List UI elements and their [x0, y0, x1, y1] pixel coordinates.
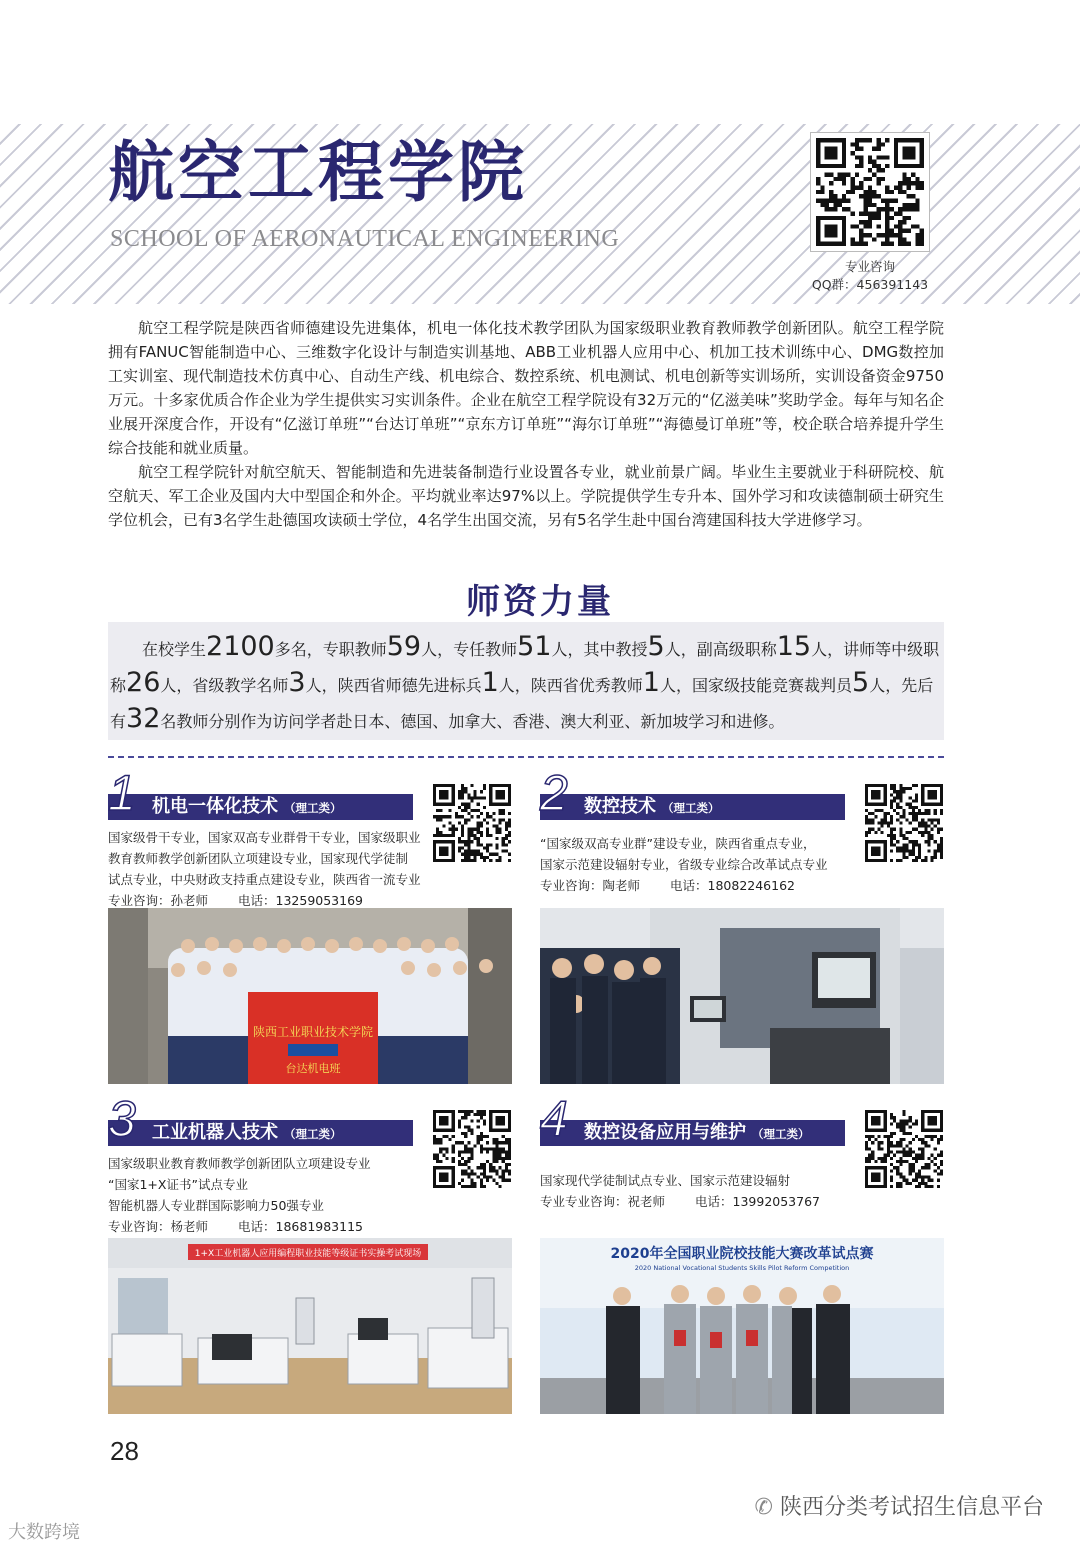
faculty-text: 人，副高级职称	[664, 640, 777, 659]
intro-paragraph-1: 航空工程学院是陕西省师德建设先进集体，机电一体化技术教学团队为国家级职业教育教师教学创新团队。航空工程学院拥有FANUC智能制造中心、三维数字化设计与制造实训基地、ABB工业机器人应用中心、机加工技术训练中心、DMG数控加工实训室、现代制造技术仿真中心、自动生产线、机电综合、数控系统、机电测试、机电创新等实训场所，实训设备资金9750万元。十多家优质合作企业为学生提供实习实训条件。企业在航空工程学院设有32万元的“亿滋美味”奖助学金。每年与知名企业展开深度合作，开设有“亿滋订单班”“台达订单班”“京东方订单班”“海尔订单班”“海德曼订单班”等，校企联合培养提升学生综合技能和就业质量。	[108, 319, 944, 457]
desc-line: 国家级骨干专业，国家双高专业群骨干专业，国家级职业	[108, 830, 421, 845]
faculty-text: 人，陕西省师德先进标兵	[305, 676, 482, 695]
faculty-number: 26	[126, 667, 161, 698]
major-number: 2	[540, 765, 568, 821]
wechat-name: 陕西分类考试招生信息平台	[779, 1495, 1044, 1520]
major-description	[108, 827, 433, 911]
faculty-text: 多名，专职教师	[274, 640, 387, 659]
contact-person: 专业咨询：孙老师	[108, 893, 209, 908]
major-title-bar	[540, 794, 845, 820]
qr-caption-line-2: QQ群：456391143	[811, 277, 929, 292]
faculty-text: 人，其中教授	[551, 640, 648, 659]
major-tag: （理工类）	[284, 801, 342, 815]
page-title: 航空工程学院	[108, 134, 528, 211]
contact-person: 专业咨询：陶老师	[540, 878, 641, 893]
contact-phone: 电话：13259053169	[238, 893, 363, 908]
major-tag: （理工类）	[662, 801, 720, 815]
major-qr-code	[865, 784, 943, 862]
faculty-number: 2100	[206, 631, 275, 662]
cnc-lab-photo	[540, 908, 944, 1084]
contact-person: 专业咨询：杨老师	[108, 1219, 209, 1234]
qr-code-main	[810, 132, 930, 252]
section-divider	[108, 756, 944, 758]
watermark: 大数跨境	[8, 1522, 80, 1543]
major-contact	[108, 1216, 433, 1237]
major-tag: （理工类）	[752, 1127, 810, 1141]
major-name: 工业机器人技术	[152, 1122, 278, 1143]
faculty-number: 5	[852, 667, 870, 698]
group-photo	[108, 908, 512, 1084]
desc-line: 国家级职业教育教师教学创新团队立项建设专业	[108, 1156, 371, 1171]
major-name: 数控设备应用与维护	[584, 1122, 746, 1143]
major-name: 数控技术	[584, 796, 656, 817]
faculty-number: 1	[642, 667, 660, 698]
banner-text: 1+X工业机器人应用编程职业技能等级证书实操考试现场	[194, 1249, 422, 1259]
faculty-number: 3	[288, 667, 306, 698]
major-title	[584, 794, 720, 821]
major-contact	[540, 1191, 865, 1212]
faculty-box	[108, 622, 944, 740]
faculty-text: 人，先后有	[110, 676, 934, 731]
page-number: 28	[110, 1436, 139, 1466]
contact-phone: 电话：13992053767	[695, 1194, 820, 1209]
faculty-text: 人，国家级技能竞赛裁判员	[659, 676, 852, 695]
qr-code-icon	[816, 138, 924, 246]
desc-line: 试点专业，中央财政支持重点建设专业，陕西省一流专业	[108, 872, 421, 887]
desc-line: 教育教师教学创新团队立项建设专业，国家现代学徒制	[108, 851, 409, 866]
qr-caption-line-1: 专业咨询	[844, 259, 895, 274]
qr-code-icon	[433, 1110, 511, 1188]
intro-paragraph-2: 航空工程学院针对航空航天、智能制造和先进装备制造行业设置各专业，就业前景广阔。毕业生主要就业于科研院校、航空航天、军工企业及国内大中型国企和外企。平均就业率达97%以上。学院提供学生专升本、国外学习和攻读德制硕士研究生学位机会，已有3名学生赴德国攻读硕士学位，4名学生出国交流，另有5名学生赴中国台湾建国科技大学进修学习。	[108, 463, 944, 529]
major-title	[152, 794, 342, 821]
faculty-number: 15	[776, 631, 812, 662]
major-tag: （理工类）	[284, 1127, 342, 1141]
desc-line: 智能机器人专业群国际影响力50强专业	[108, 1198, 324, 1213]
desc-line: “国家1+X证书”试点专业	[108, 1177, 248, 1192]
faculty-number: 5	[647, 631, 665, 662]
desc-line: 国家示范建设辐射专业，省级专业综合改革试点专业	[540, 857, 828, 872]
faculty-text: 名教师分别作为访问学者赴日本、德国、加拿大、香港、澳大利亚、新加坡学习和进修。	[160, 712, 785, 731]
robot-lab-photo	[108, 1238, 512, 1414]
major-qr-code	[433, 784, 511, 862]
faculty-text: 人，专任教师	[421, 640, 518, 659]
major-name: 机电一体化技术	[152, 796, 278, 817]
faculty-heading: 师资力量	[466, 582, 614, 622]
major-number: 4	[540, 1091, 568, 1147]
major-number: 1	[108, 765, 136, 821]
faculty-number: 32	[126, 703, 161, 734]
desc-line: 国家现代学徒制试点专业、国家示范建设辐射	[540, 1173, 791, 1188]
major-description	[540, 833, 865, 896]
competition-photo	[540, 1238, 944, 1414]
major-title-bar	[540, 1120, 845, 1146]
page-subtitle-en: SCHOOL OF AERONAUTICAL ENGINEERING	[110, 226, 620, 252]
intro-text	[108, 316, 944, 532]
major-description	[108, 1153, 433, 1237]
faculty-number: 59	[386, 631, 422, 662]
wechat-account	[755, 1490, 1044, 1521]
faculty-text: 人，陕西省优秀教师	[498, 676, 643, 695]
major-qr-code	[865, 1110, 943, 1188]
faculty-text: 人，省级教学名师	[160, 676, 289, 695]
major-contact	[540, 875, 865, 896]
faculty-text: 人，讲师等中级职称	[110, 640, 940, 695]
banner-text: 陕西工业职业技术学院	[252, 1025, 374, 1039]
contact-person: 专业专业咨询：祝老师	[540, 1194, 666, 1209]
wechat-icon: ✆	[754, 1495, 780, 1520]
banner-text-en: 2020 National Vocational Students Skills Pilot Reform Competition	[634, 1264, 850, 1272]
major-number: 3	[108, 1091, 136, 1147]
major-title-bar	[108, 794, 413, 820]
qr-caption	[800, 258, 940, 294]
desc-line: “国家级双高专业群”建设专业，陕西省重点专业，	[540, 836, 816, 851]
contact-phone: 电话：18082246162	[670, 878, 795, 893]
faculty-text: 在校学生	[142, 640, 207, 659]
banner-text: 2020年全国职业院校技能大赛改革试点赛	[610, 1246, 874, 1262]
qr-code-icon	[433, 784, 511, 862]
qr-code-icon	[865, 784, 943, 862]
major-qr-code	[433, 1110, 511, 1188]
faculty-number: 1	[481, 667, 499, 698]
contact-phone: 电话：18681983115	[238, 1219, 363, 1234]
major-title	[584, 1120, 810, 1147]
qr-code-icon	[865, 1110, 943, 1188]
faculty-number: 51	[517, 631, 552, 662]
major-title-bar	[108, 1120, 413, 1146]
banner-subtext: 台达机电班	[285, 1062, 341, 1075]
major-title	[152, 1120, 342, 1147]
major-description	[540, 1170, 865, 1212]
